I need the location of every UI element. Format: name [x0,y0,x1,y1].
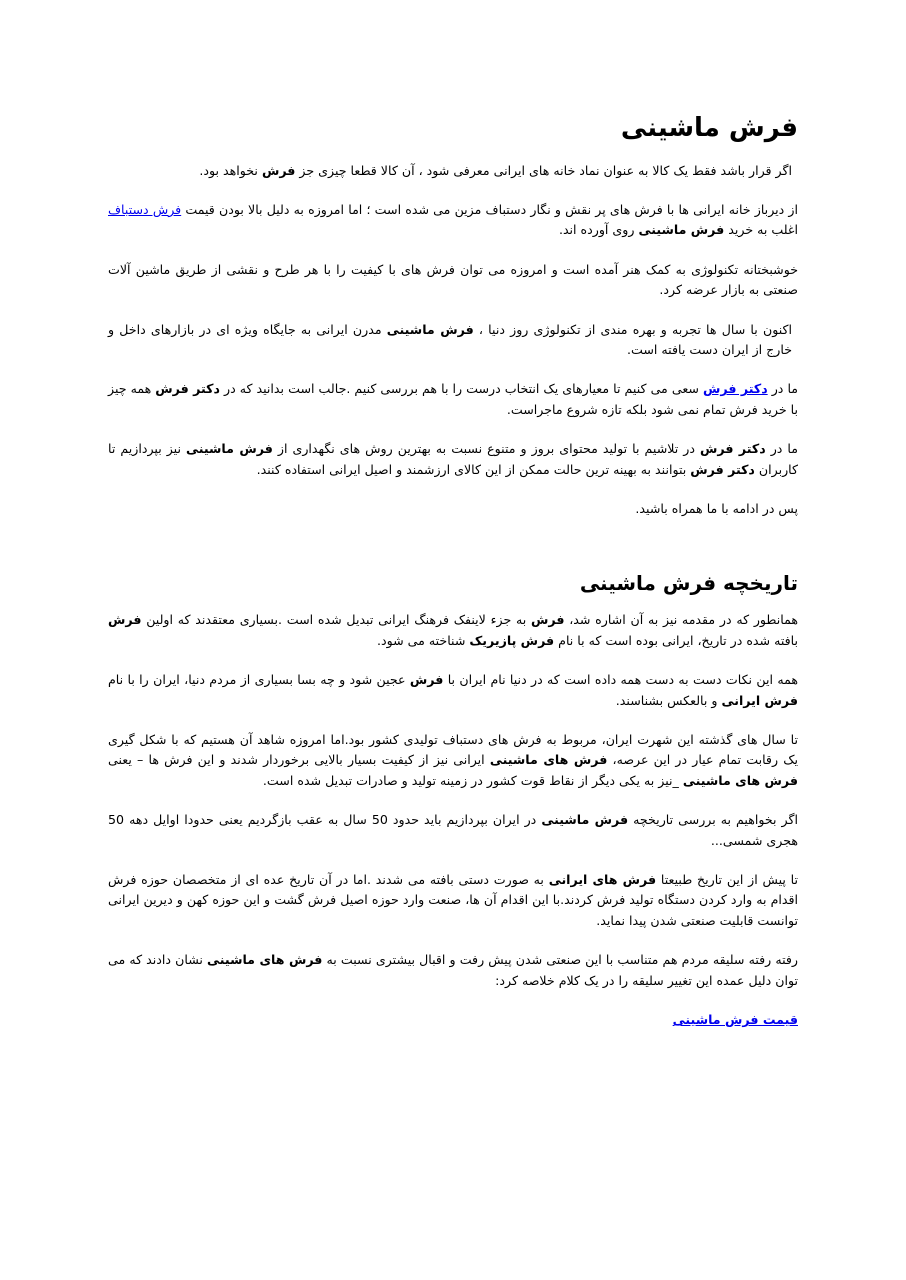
text-run: ایرانی نیز از کیفیت بسیار بالایی برخوردار شدند و این فرش ها – یعنی [108,752,490,768]
intro-paragraph-3: خوشبختانه تکنولوژی به کمک هنر آمده است و امروزه می توان فرش های با کیفیت را با هر طرح و نقشی از طریق ماشین آلات صنعتی به بازار عرضه کرد. [108,261,798,298]
history-paragraph-4 [108,810,798,851]
text-run: مدرن ایرانی به جایگاه ویژه ای در بازارهای داخل و خارج از ایران دست یافته است. [108,321,792,357]
bold-term: فرش ماشینی [386,321,474,337]
bold-term: فرش پازیریک [469,632,555,648]
text-run: به صورت دستی بافته می شدند .اما در آن تاریخ عده ای از متخصصان حوزه فرش اقدام به وارد کردن دستگاه تولید فرش کردند.با این اقدام آن ها، صنعت وارد حوزه اصیل فرش گشت و این حوزه کهن و دیرین ایرانی توانست قابلیت صنعتی شدن پیدا نماید. [108,872,798,928]
text-run: نشان دادند که می توان دلیل عمده این تغییر سلیقه را در یک کلام خلاصه کرد: [108,952,798,988]
text-run: رفته رفته سلیقه مردم هم متناسب با این صنعتی شدن پیش رفت و اقبال بیشتری نسبت به [322,952,798,968]
bold-term: فرش ماشینی [638,222,725,238]
text-run: عجین شود و چه بسا بسیاری از مردم دنیا، ایران را با نام [108,672,410,688]
text-run: ما در [765,441,799,457]
bold-term: فرش ایرانی [721,692,798,708]
text-run: بتوانند به بهینه ترین حالت ممکن از این کالای ارزشمند و اصیل ایرانی استفاده کنند. [256,461,691,477]
text-run: و بالعکس بشناسند. [615,692,722,708]
text-run: نخواهد بود. [199,162,262,178]
bold-term: دکتر فرش [690,461,755,477]
link-text[interactable]: دکتر فرش [703,381,768,397]
text-run: بافته شده در تاریخ، ایرانی بوده است که با نام [554,632,798,648]
text-run: اگر بخواهیم به بررسی تاریخچه [628,812,798,828]
machine-carpet-price-link[interactable]: قیمت فرش ماشینی [672,1012,798,1028]
text-run: اغلب به خرید [724,222,798,238]
intro-paragraph-5 [108,379,798,420]
machine-carpet-price-link-container [108,1010,798,1030]
text-run: همه این نکات دست به دست همه داده است که در دنیا نام ایران با [443,672,798,688]
history-paragraph-3 [108,730,798,791]
bold-term: فرش ماشینی [186,441,273,457]
bold-term: فرش [409,672,444,688]
bold-term: فرش های ماشینی [489,752,608,768]
text-run: در ایران بپردازیم باید حدود 50 سال به عقب بازگردیم یعنی حدودا اوایل دهه 50 هجری شمسی... [108,812,798,848]
intro-paragraph-2 [108,200,798,241]
text-run: در تلاشیم با تولید محتوای بروز و متنوع نسبت به بهترین روش های نگهداری از [272,441,701,457]
text-run: همه چیز با خرید فرش تمام نمی شود بلکه تازه شروع ماجراست. [108,381,798,417]
text-run: تا پیش از این تاریخ طبیعتا [656,872,798,888]
intro-paragraph-7: پس در ادامه با ما همراه باشید. [635,500,798,516]
bold-term: دکتر فرش [700,441,766,457]
text-run: به جزء لاینفک فرهنگ ایرانی تبدیل شده است .بسیاری معتقدند که اولین [141,612,531,628]
text-run: روی آورده اند. [558,222,639,238]
text-run: نیز بپردازیم تا کاربران [108,441,798,477]
bold-term: فرش های ایرانی [548,872,657,888]
text-run: _نیز به یکی دیگر از نقاط قوت کشور در زمینه تولید و صادرات تبدیل شده است. [262,772,683,788]
text-run: اکنون با سال ها تجربه و بهره مندی از تکنولوژی روز دنیا ، [473,321,793,337]
history-heading: تاریخچه فرش ماشینی [579,571,798,596]
bold-term: فرش [261,162,296,178]
bold-term: دکتر فرش [155,381,220,397]
text-run: از دیرباز خانه ایرانی ها با فرش های پر نقش و نگار دستباف مزین می شده است ؛ اما امروزه به دلیل بالا بودن قیمت [181,201,799,217]
bold-term: فرش های ماشینی [207,952,323,968]
intro-paragraph-4 [108,320,798,361]
doctor-farsh-link[interactable] [703,381,768,396]
text-run: همانطور که در مقدمه نیز به آن اشاره شد، [564,612,798,628]
history-paragraph-6 [108,950,798,991]
intro-paragraph-1 [108,161,798,181]
text-run: تا سال های گذشته این شهرت ایران، مربوط به فرش های دستباف تولیدی کشور بود.اما امروزه شاهد آن هستیم که با شکل گیری یک رقابت تمام عیار در این عرصه، [108,732,798,768]
bold-term: فرش های ماشینی [682,772,798,788]
text-run: ما در [767,381,799,397]
history-paragraph-5 [108,870,798,931]
text-run: اگر قرار باشد فقط یک کالا به عنوان نماد خانه های ایرانی معرفی شود ، آن کالا قطعا چیزی جز [295,162,792,178]
history-paragraph-2 [108,670,798,711]
bold-term: فرش [108,612,142,628]
bold-term: فرش [530,612,565,628]
document-page [108,112,798,1030]
bold-term: فرش ماشینی [541,812,629,828]
history-paragraph-1 [108,610,798,651]
page-title: فرش ماشینی [620,113,798,143]
intro-paragraph-6 [108,439,798,480]
handmade-carpet-link[interactable]: فرش دستباف [108,201,182,217]
text-run: شناخته می شود. [376,632,470,648]
text-run: سعی می کنیم تا معیارهای یک انتخاب درست را با هم بررسی کنیم .جالب است بدانید که در [219,381,704,397]
